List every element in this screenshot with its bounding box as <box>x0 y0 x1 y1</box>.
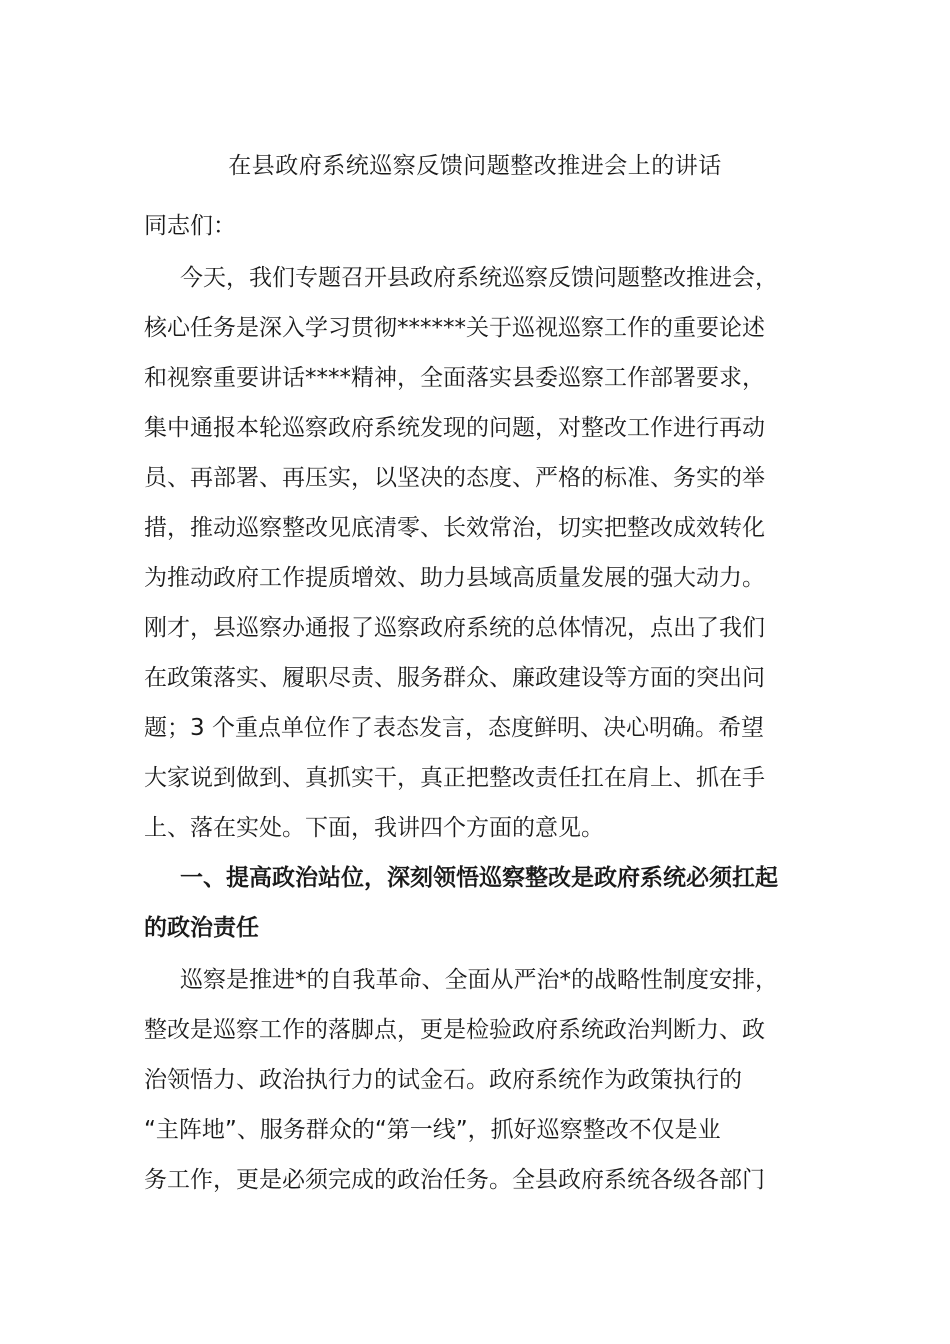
section-heading: 的政治责任 <box>144 915 259 941</box>
paragraph-line: 为推动政府工作提质增效、助力县域高质量发展的强大动力。 <box>144 565 765 591</box>
section-heading: 一、提高政治站位，深刻领悟巡察整改是政府系统必须扛起 <box>180 865 778 891</box>
paragraph-line: “主阵地”、服务群众的“第一线”，抓好巡察整改不仅是业 <box>144 1117 721 1143</box>
paragraph-line: 整改是巡察工作的落脚点，更是检验政府系统政治判断力、政 <box>144 1017 765 1043</box>
paragraph-line: 核心任务是深入学习贯彻******关于巡视巡察工作的重要论述 <box>144 315 765 341</box>
paragraph-line: 措，推动巡察整改见底清零、长效常治，切实把整改成效转化 <box>144 515 765 541</box>
paragraph-line: 今天，我们专题召开县政府系统巡察反馈问题整改推进会， <box>180 265 778 291</box>
paragraph-line: 治领悟力、政治执行力的试金石。政府系统作为政策执行的 <box>144 1067 742 1093</box>
paragraph-line: 题；3 个重点单位作了表态发言，态度鲜明、决心明确。希望 <box>144 715 764 741</box>
paragraph-line: 在政策落实、履职尽责、服务群众、廉政建设等方面的突出问 <box>144 665 765 691</box>
document-title: 在县政府系统巡察反馈问题整改推进会上的讲话 <box>228 153 722 179</box>
paragraph-line: 大家说到做到、真抓实干，真正把整改责任扛在肩上、抓在手 <box>144 765 765 791</box>
paragraph-line: 和视察重要讲话****精神，全面落实县委巡察工作部署要求， <box>144 365 765 391</box>
salutation: 同志们： <box>144 213 236 239</box>
paragraph-line: 员、再部署、再压实，以坚决的态度、严格的标准、务实的举 <box>144 465 765 491</box>
paragraph-line: 集中通报本轮巡察政府系统发现的问题，对整改工作进行再动 <box>144 415 765 441</box>
paragraph-line: 刚才，县巡察办通报了巡察政府系统的总体情况，点出了我们 <box>144 615 765 641</box>
paragraph-line: 务工作，更是必须完成的政治任务。全县政府系统各级各部门 <box>144 1167 765 1193</box>
paragraph-line: 上、落在实处。下面，我讲四个方面的意见。 <box>144 815 604 841</box>
paragraph-line: 巡察是推进*的自我革命、全面从严治*的战略性制度安排， <box>180 967 778 993</box>
